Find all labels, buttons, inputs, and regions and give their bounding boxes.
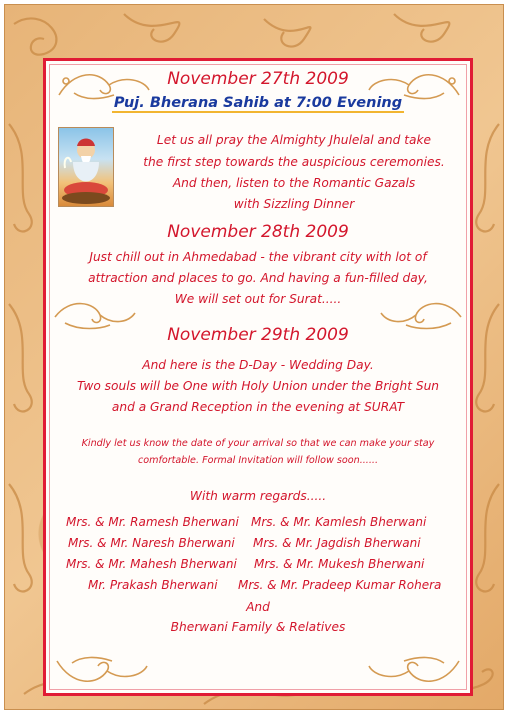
name-left-3: Mrs. & Mr. Mahesh Bherwani: [66, 557, 237, 571]
bottom-left-swirl-ornament: [52, 651, 152, 691]
name-right-1: Mrs. & Mr. Kamlesh Bherwani: [251, 515, 427, 529]
name-left-2: Mrs. & Mr. Naresh Bherwani: [68, 536, 235, 550]
and-text: And: [246, 600, 270, 614]
day3-line-1: And here is the D-Day - Wedding Day.: [142, 358, 374, 372]
note-line-1: Kindly let us know the date of your arrival so that we can make your stay: [81, 438, 435, 449]
name-left-1: Mrs. & Mr. Ramesh Bherwani: [66, 515, 239, 529]
day1-line-3: And then, listen to the Romantic Gazals: [172, 176, 416, 190]
note-line-2: comfortable. Formal Invitation will follow soon......: [137, 455, 379, 466]
day2-line-2: attraction and places to go. And having a fun-filled day,: [88, 271, 428, 285]
name-right-4: Mrs. & Mr. Pradeep Kumar Rohera: [238, 578, 442, 592]
day2-date: November 28th 2009: [167, 222, 349, 242]
regards-text: With warm regards.....: [189, 489, 327, 503]
invitation-card: [4, 4, 504, 710]
day1-line-1: Let us all pray the Almighty Jhulelal and take: [156, 133, 432, 147]
bottom-right-swirl-ornament: [364, 651, 464, 691]
day1-line-4: with Sizzling Dinner: [233, 197, 355, 211]
day1-line-2: the first step towards the auspicious ceremonies.: [143, 155, 445, 169]
day3-line-2: Two souls will be One with Holy Union under the Bright Sun: [76, 379, 440, 393]
family-text: Bherwani Family & Relatives: [170, 620, 346, 634]
day2-line-3: We will set out for Surat.....: [174, 292, 342, 306]
day1-event: [46, 95, 470, 111]
name-right-2: Mrs. & Mr. Jagdish Bherwani: [253, 536, 421, 550]
day1-event-text: Puj. Bherana Sahib at 7:00 Evening: [113, 95, 403, 111]
day3-line-3: and a Grand Reception in the evening at SURAT: [111, 400, 405, 414]
name-left-4: Mr. Prakash Bherwani: [88, 578, 218, 592]
invitation-panel: [43, 58, 473, 696]
day3-date: November 29th 2009: [167, 325, 349, 345]
name-right-3: Mrs. & Mr. Mukesh Bherwani: [254, 557, 425, 571]
day1-date: November 27th 2009: [167, 69, 349, 89]
day2-line-1: Just chill out in Ahmedabad - the vibrant city with lot of: [89, 250, 427, 264]
